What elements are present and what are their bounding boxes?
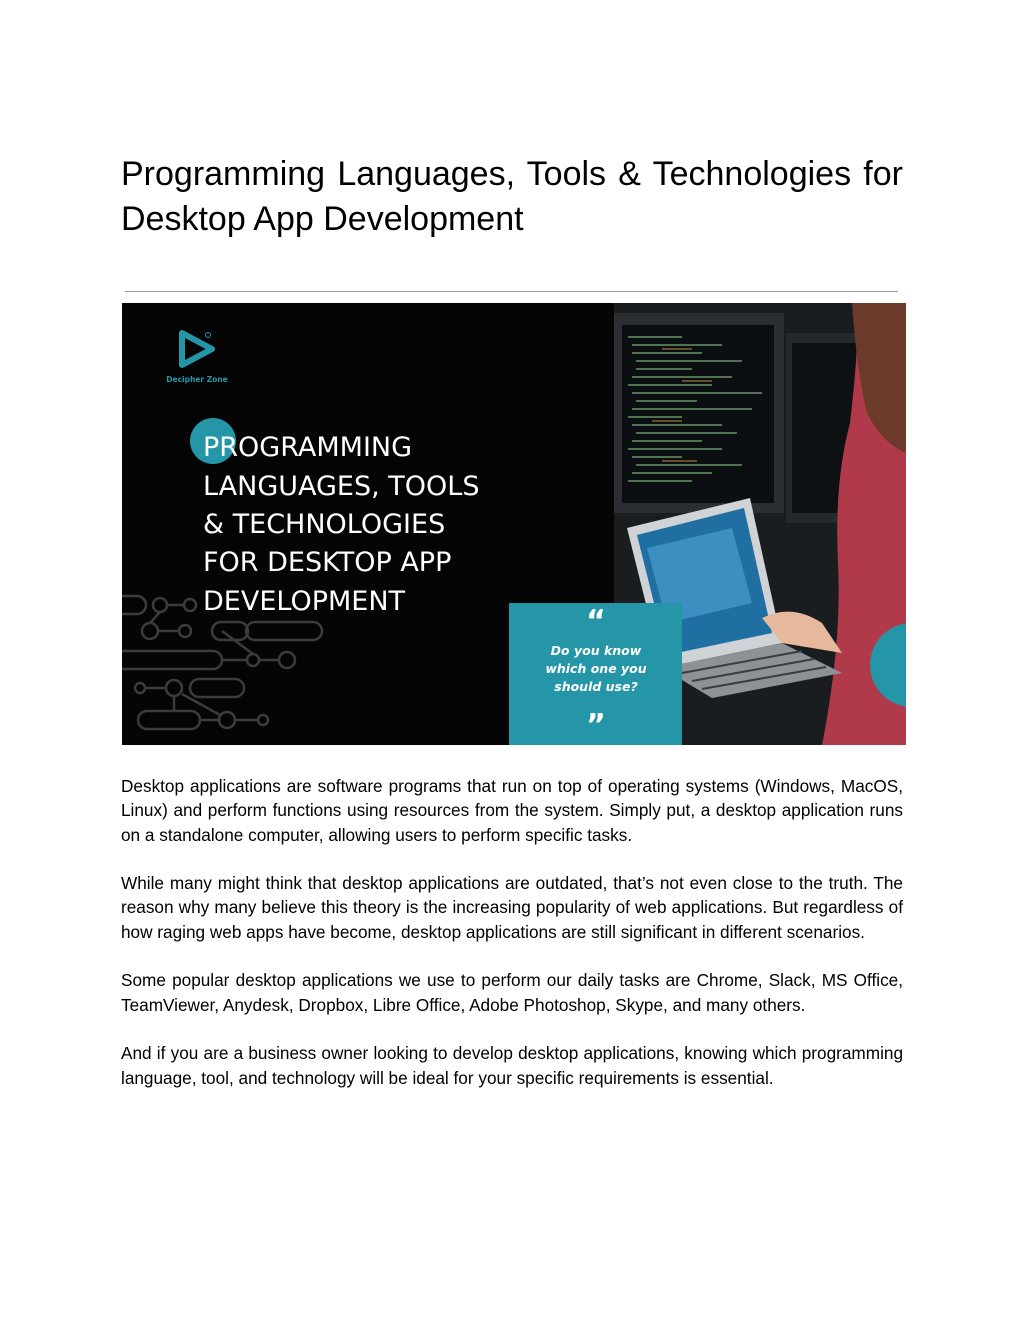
- quote-line-1: Do you know: [550, 643, 642, 658]
- hero-banner-graphic: [122, 303, 906, 745]
- page-title-line-2: Desktop App Development: [121, 200, 524, 238]
- page-title-line-1: Programming Languages, Tools & Technologies for: [121, 155, 903, 193]
- close-quote-icon: ”: [586, 708, 606, 743]
- headline-line-3: & TECHNOLOGIES: [203, 509, 446, 540]
- quote-line-2: which one you: [545, 661, 647, 676]
- paragraph-2: While many might think that desktop applications are outdated, that’s not even close to the truth. The reason why many believe this theory is the increasing popularity of web applications. But regardless of how raging web apps have become, desktop applications are still significant in different scenarios.: [121, 873, 903, 942]
- paragraph-1: Desktop applications are software programs that run on top of operating systems (Windows, MacOS, Linux) and perform functions using resources from the system. Simply put, a desktop application runs on a standalone computer, allowing users to perform specific tasks.: [121, 776, 903, 845]
- page-title: [121, 152, 903, 242]
- hero-banner-image: [122, 303, 906, 745]
- quote-line-3: should use?: [554, 679, 638, 694]
- horizontal-divider: [125, 291, 898, 292]
- logo-wordmark: Decipher Zone: [166, 375, 228, 384]
- paragraph-4: And if you are a business owner looking to develop desktop applications, knowing which programming language, tool, and technology will be ideal for your specific requirements is essential.: [121, 1043, 903, 1088]
- open-quote-icon: “: [586, 604, 606, 639]
- headline-line-4: FOR DESKTOP APP: [203, 547, 452, 578]
- article-body: [121, 774, 903, 1114]
- headline-line-5: DEVELOPMENT: [203, 586, 406, 617]
- headline-line-2: LANGUAGES, TOOLS: [203, 471, 480, 502]
- monitor-screen-left: [622, 325, 774, 503]
- paragraph-3: Some popular desktop applications we use to perform our daily tasks are Chrome, Slack, MS Office, TeamViewer, Anydesk, Dropbox, Libre Office, Adobe Photoshop, Skype, and many others.: [121, 970, 903, 1015]
- headline-line-1: PROGRAMMING: [203, 432, 413, 463]
